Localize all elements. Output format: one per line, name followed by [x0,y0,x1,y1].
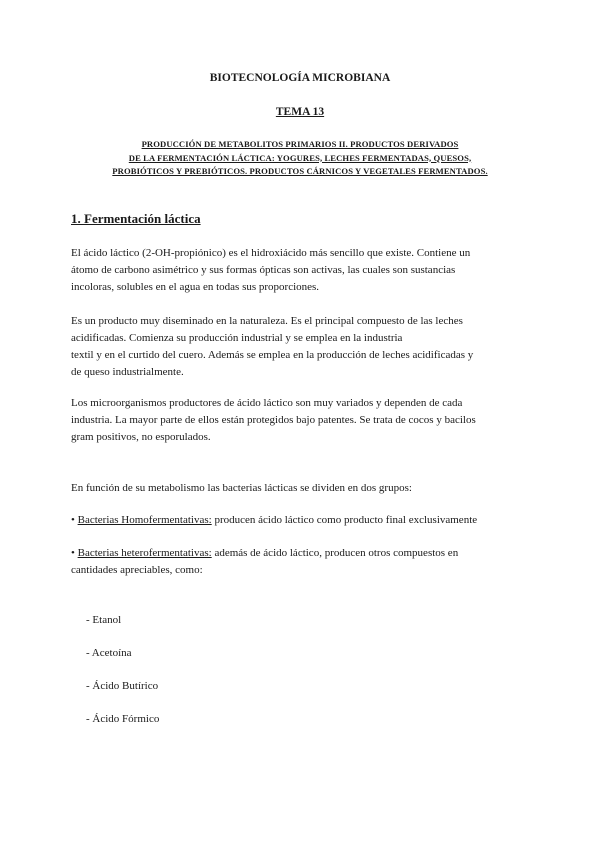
paragraph-line: Es un producto muy diseminado en la naturaleza. Es el principal compuesto de las leches [71,315,463,327]
paragraph-line: acidificadas. Comienza su producción industrial y se emplea en la industria [71,332,403,344]
subtitle-line: PROBIÓTICOS Y PREBIÓTICOS. PRODUCTOS CÁRNICOS Y VEGETALES FERMENTADOS. [112,166,488,176]
bullet-text: además de ácido láctico, producen otros compuestos en [214,547,459,559]
paragraph-lactic-acid [71,245,531,296]
bullet-homofermentative [71,512,531,529]
paragraph-line: incoloras, solubles en el agua en todas sus proporciones. [71,281,320,293]
bullet-term: Bacterias heterofermentativas: [77,547,212,559]
paragraph-line: Los microorganismos productores de ácido láctico son muy variados y dependen de cada [71,397,463,409]
bullet-text: cantidades apreciables, como: [71,564,203,576]
bullet-marker: • [71,547,75,559]
topic-title: TEMA 13 [275,106,325,118]
paragraph-line: industria. La mayor parte de ellos están protegidos bajo patentes. Se trata de cocos y bacilos [71,414,476,426]
compounds-list [86,612,159,744]
paragraph-line: textil y en el curtido del cuero. Además se emplea en la producción de leches acidificadas y [71,349,474,361]
bullet-term: Bacterias Homofermentativas: [77,514,212,526]
list-item: - Acetoína [86,647,132,659]
paragraph-line: de queso industrialmente. [71,366,184,378]
list-item: - Etanol [86,614,122,626]
subtitle-line: DE LA FERMENTACIÓN LÁCTICA: YOGURES, LECHES FERMENTADAS, QUESOS, [128,152,472,163]
paragraph-microorganisms [71,395,531,446]
list-item: - Ácido Fórmico [86,713,160,725]
paragraph-groups-intro [71,480,531,497]
paragraph-industrial-use [71,313,531,381]
course-title: BIOTECNOLOGÍA MICROBIANA [209,72,391,84]
section-heading: 1. Fermentación láctica [71,211,201,226]
bullet-marker: • [71,514,75,526]
list-item: - Ácido Butírico [86,680,159,692]
bullet-heterofermentative [71,545,531,579]
paragraph-line: El ácido láctico (2-OH-propiónico) es el hidroxiácido más sencillo que existe. Contiene un [71,247,471,259]
paragraph-line: átomo de carbono asimétrico y sus formas ópticas son activas, las cuales son sustancias [71,264,456,276]
paragraph-line: En función de su metabolismo las bacterias lácticas se dividen en dos grupos: [71,482,412,494]
paragraph-line: gram positivos, no esporulados. [71,431,211,443]
topic-subtitle [60,138,540,179]
subtitle-line: PRODUCCIÓN DE METABOLITOS PRIMARIOS II. PRODUCTOS DERIVADOS [141,139,459,149]
bullet-text: producen ácido láctico como producto final exclusivamente [214,514,478,526]
